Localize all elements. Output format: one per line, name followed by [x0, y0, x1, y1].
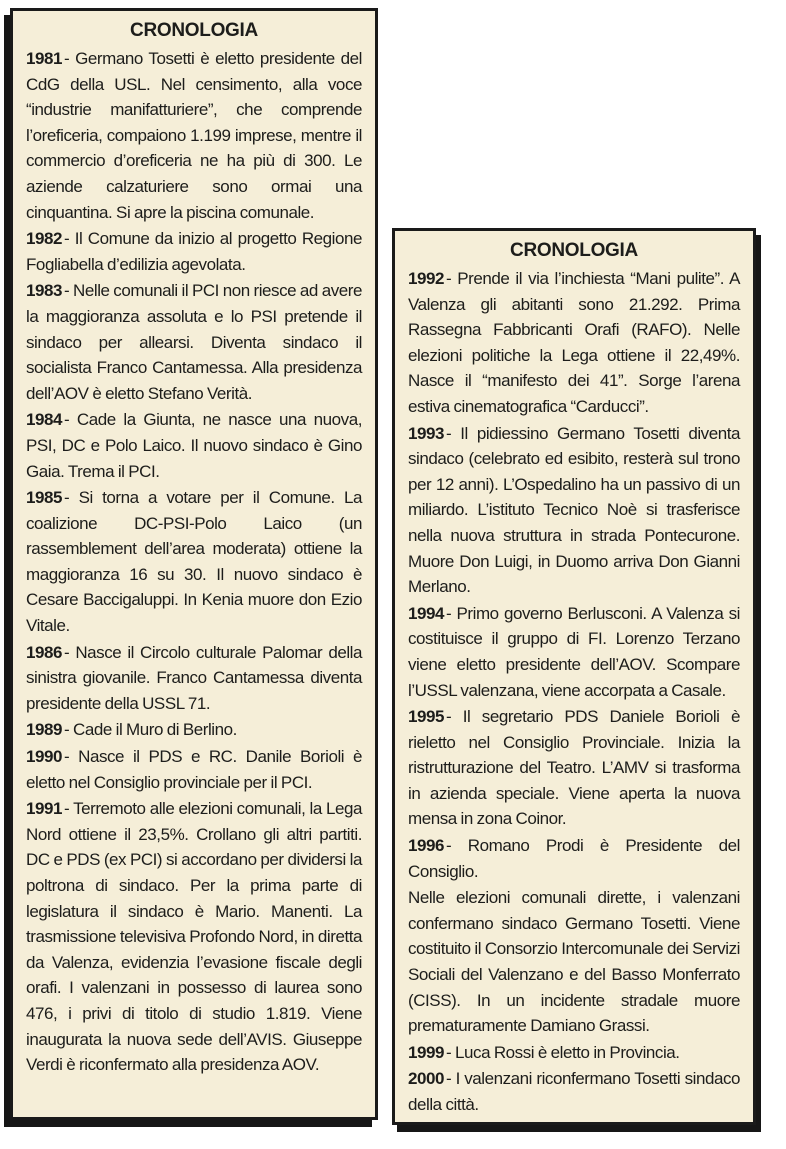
entry-text: I valenzani riconfermano Tosetti sindaco della città.	[408, 1069, 741, 1114]
entry-text: Terremoto alle elezioni comunali, la Lega Nord ottiene il 23,5%. Crollano gli altri partiti. DC e PDS (ex PCI) si accordano per dividersi la poltrona di sindaco. Per la prima parte di legislatura il sindaco è Mario. Manenti. La trasmissione televisiva Profondo Nord, in diretta da Valenza, evidenzia l’evasione fiscale degli orafi. I valenzani in possesso di laurea sono 476, i privi di titolo di studio 1.819. Viene inaugurata la nuova sede dell’AVIS. Giuseppe Verdi è riconfermato alla presidenza AOV.	[26, 799, 362, 1075]
entry-year: 1993	[408, 423, 445, 443]
entry-year: 1991	[26, 799, 63, 819]
entry-text: Prende il via l’inchiesta “Mani pulite”. A Valenza gli abitanti sono 21.292. Prima Rassegna Fabbricanti Orafi (RAFO). Nelle elezioni politiche la Lega ottiene il 22,49%. Nasce il “manifesto dei 41”. Sorge l’arena estiva cinematografica “Carducci”.	[408, 269, 740, 416]
entry-year: 1990	[26, 747, 63, 767]
entry-separator: -	[64, 410, 77, 430]
entry-separator: -	[64, 281, 74, 301]
entry-year: 2000	[408, 1069, 445, 1089]
entry-text: Nelle elezioni comunali dirette, i valenzani confermano sindaco Germano Tosetti. Viene costituito il Consorzio Intercomunale dei Servizi Sociali del Valenzano e del Basso Monferrato (CISS). In un incidente stradale muore prematuramente Damiano Grassi.	[408, 888, 740, 1036]
chronology-entry-1996	[408, 833, 740, 884]
entry-separator: -	[446, 269, 458, 288]
entry-text: Il Comune da inizio al progetto Regione Fogliabella d’edilizia agevolata.	[26, 229, 363, 274]
entry-year: 1982	[26, 229, 63, 249]
entry-separator: -	[64, 49, 76, 68]
chronology-entry-1981	[26, 46, 362, 225]
entry-text: Cade il Muro di Berlino.	[73, 720, 237, 740]
entry-text: Luca Rossi è eletto in Provincia.	[455, 1042, 680, 1062]
box-title: CRONOLOGIA	[130, 20, 258, 41]
entry-separator: -	[446, 423, 461, 443]
box-title: CRONOLOGIA	[510, 240, 638, 261]
chronology-box-1992-2000	[392, 228, 756, 1125]
entry-text: Nasce il PDS e RC. Danile Borioli è eletto nel Consiglio provinciale per il PCI.	[26, 747, 362, 792]
chronology-entry-1993	[408, 421, 740, 600]
entry-year: 1983	[26, 281, 63, 301]
entry-year: 1989	[26, 720, 63, 740]
entry-separator: -	[446, 707, 463, 727]
chronology-entry-1990	[26, 744, 362, 795]
entry-year: 1981	[26, 49, 63, 68]
entry-separator: -	[64, 229, 75, 249]
chronology-entry-1994	[408, 601, 740, 703]
chronology-box-1981-1991	[10, 8, 378, 1120]
entry-text: Romano Prodi è Presidente del Consiglio.	[408, 836, 741, 881]
entry-year: 1995	[408, 707, 445, 727]
entry-year: 1986	[26, 642, 63, 662]
chronology-entry-1982	[26, 226, 362, 277]
entry-text: Si torna a votare per il Comune. La coalizione DC-PSI-Polo Laico (un rassemblement dell’area moderata) ottiene la maggioranza 16 su 30. Il nuovo sindaco è Cesare Baccigaluppi. In Kenia muore don Ezio Vitale.	[26, 488, 362, 636]
entry-text: Nasce il Circolo culturale Palomar della sinistra giovanile. Franco Cantamessa diventa presidente della USSL 71.	[26, 642, 363, 713]
entry-separator: -	[446, 1069, 456, 1089]
entry-text: Nelle comunali il PCI non riesce ad avere la maggioranza assoluta e lo PSI pretende il sindaco per allearsi. Diventa sindaco il socialista Franco Cantamessa. Alla presidenza dell’AOV è eletto Stefano Verità.	[26, 281, 362, 403]
entry-separator: -	[64, 720, 74, 740]
chronology-entry-2000	[408, 1066, 740, 1117]
chronology-entry-1996-continuation	[408, 885, 740, 1039]
entry-text: Primo governo Berlusconi. A Valenza si costituisce il gruppo di FI. Lorenzo Terzano viene eletto presidente dell’AOV. Scompare l’USSL valenzana, viene accorpata a Casale.	[408, 603, 741, 700]
entry-text: Il segretario PDS Daniele Borioli è rieletto nel Consiglio Provinciale. Inizia la ristrutturazione del Teatro. L’AMV si trasforma in azienda speciale. Viene aperta la nuova mensa in zona Coinor.	[408, 707, 740, 829]
entry-separator: -	[64, 747, 79, 767]
chronology-entry-1999	[408, 1040, 740, 1066]
entry-separator: -	[64, 799, 74, 819]
entry-year: 1984	[26, 410, 63, 430]
chronology-entry-1985	[26, 485, 362, 639]
entry-separator: -	[446, 603, 457, 623]
entry-separator: -	[64, 642, 76, 662]
entry-separator: -	[446, 836, 468, 856]
entry-text: Il pidiessino Germano Tosetti diventa sindaco (celebrato ed esibito, resterà sul trono per 12 anni). L’Ospedalino ha un passivo di un miliardo. L’istituto Tecnico Noè si trasferisce nella nuova struttura in strada Pontecurone. Muore Don Luigi, in Duomo arriva Don Gianni Merlano.	[408, 423, 741, 597]
entry-text: Cade la Giunta, ne nasce una nuova, PSI, DC e Polo Laico. Il nuovo sindaco è Gino Gaia. Trema il PCI.	[26, 410, 363, 481]
entry-text: Germano Tosetti è eletto presidente del CdG della USL. Nel censimento, alla voce “industrie manifatturiere”, che comprende l’oreficeria, compaiono 1.199 imprese, mentre il commercio d’oreficeria ne ha più di 300. Le aziende calzaturiere sono ormai una cinquantina. Si apre la piscina comunale.	[26, 49, 363, 222]
entry-year: 1996	[408, 836, 445, 856]
chronology-entry-1995	[408, 704, 740, 832]
chronology-entry-1992	[408, 266, 740, 420]
entry-separator: -	[64, 488, 79, 508]
chronology-entry-1991	[26, 796, 362, 1078]
chronology-entry-1983	[26, 278, 362, 406]
chronology-entry-1984	[26, 407, 362, 484]
chronology-entry-1986	[26, 640, 362, 717]
entry-year: 1994	[408, 603, 445, 623]
entry-year: 1992	[408, 269, 445, 288]
chronology-entry-1989	[26, 717, 362, 743]
entry-year: 1999	[408, 1042, 445, 1062]
entry-year: 1985	[26, 488, 63, 508]
entry-separator: -	[446, 1042, 456, 1062]
